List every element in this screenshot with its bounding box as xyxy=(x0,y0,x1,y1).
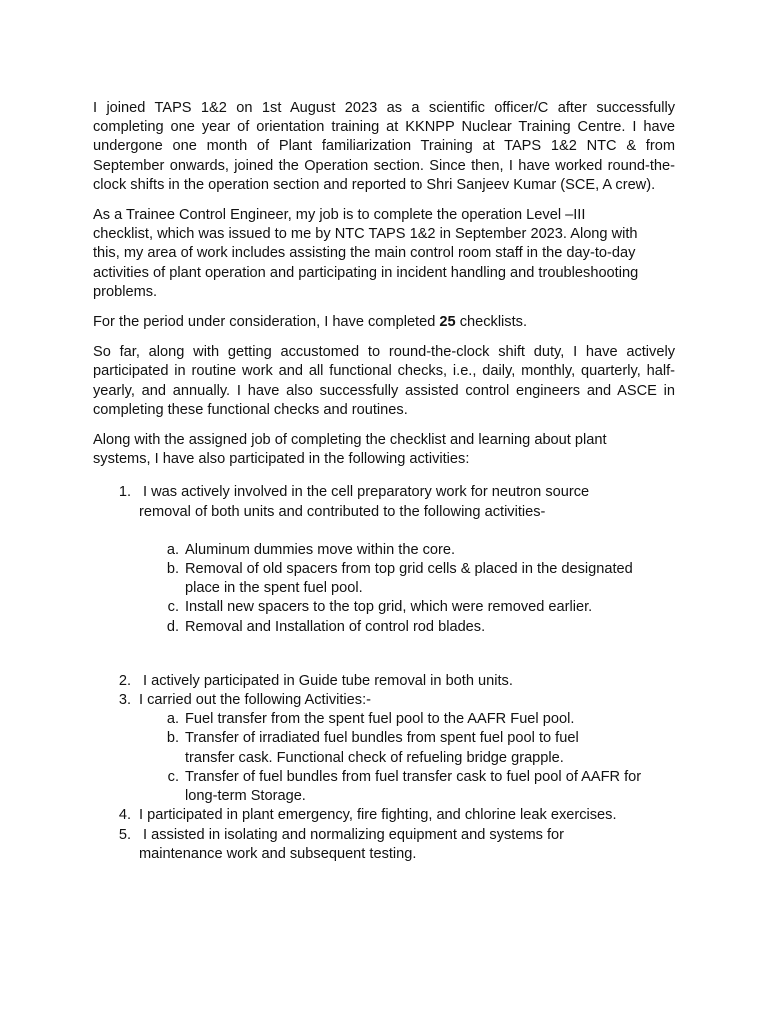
list-item-5 xyxy=(93,826,675,864)
sublist-letter: d. xyxy=(166,618,179,635)
list-number: 2. xyxy=(118,672,131,689)
role-line-4: activities of plant operation and participating in incident handling and troubleshooting xyxy=(93,264,639,281)
activities-intro-line-1: Along with the assigned job of completing the checklist and learning about plant xyxy=(93,432,607,449)
checklists-count: 25 xyxy=(439,314,456,331)
sublist-text: transfer cask. Functional check of refueling bridge grapple. xyxy=(185,749,564,766)
sublist-text: Transfer of irradiated fuel bundles from spent fuel pool to fuel xyxy=(185,730,579,747)
list-number: 5. xyxy=(118,826,131,843)
list-item-2 xyxy=(93,672,675,691)
paragraph-activities-intro xyxy=(93,431,675,469)
sublist-text: place in the spent fuel pool. xyxy=(185,580,363,597)
sublist-text: Install new spacers to the top grid, which were removed earlier. xyxy=(185,599,593,616)
sublist-letter: a. xyxy=(166,541,179,558)
sublist-text: Fuel transfer from the spent fuel pool to the AAFR Fuel pool. xyxy=(185,711,575,728)
paragraph-routine-work: So far, along with getting accustomed to round-the-clock shift duty, I have actively participated in routine work and all functional checks, i.e., daily, monthly, quarterly, half-yearly, and annually. I have also successfully assisted control engineers and ASCE in completing these functional checks and routines. xyxy=(93,344,675,418)
sublist-letter: b. xyxy=(166,561,179,578)
sublist-text: Removal and Installation of control rod blades. xyxy=(185,618,486,635)
role-line-2: checklist, which was issued to me by NTC TAPS 1&2 in September 2023. Along with xyxy=(93,226,638,243)
list-item-5-line-2: maintenance work and subsequent testing. xyxy=(139,845,417,862)
sublist-item-3 xyxy=(93,710,675,806)
sublist-item xyxy=(167,768,675,806)
list-number: 1. xyxy=(118,484,131,501)
role-line-1: As a Trainee Control Engineer, my job is to complete the operation Level –III xyxy=(93,207,586,224)
paragraph-role xyxy=(93,206,675,302)
list-item-1-line-1: I was actively involved in the cell preparatory work for neutron source xyxy=(143,484,590,501)
list-item-1-line-2: removal of both units and contributed to the following activities- xyxy=(139,503,546,520)
sublist-text: Transfer of fuel bundles from fuel transfer cask to fuel pool of AAFR for xyxy=(185,768,642,785)
sublist-item xyxy=(166,729,675,767)
list-number: 4. xyxy=(118,807,131,824)
sublist-item xyxy=(167,598,675,617)
list-item-3 xyxy=(93,691,675,710)
activities-intro-line-2: systems, I have also participated in the following activities: xyxy=(93,451,470,468)
sublist-letter: c. xyxy=(167,599,179,616)
checklists-text-after: checklists. xyxy=(455,314,528,331)
list-item-4-text: I participated in plant emergency, fire fighting, and chlorine leak exercises. xyxy=(139,807,617,824)
sublist-item xyxy=(166,710,675,729)
list-item-2-text: I actively participated in Guide tube removal in both units. xyxy=(143,672,513,689)
list-item-4 xyxy=(93,806,675,825)
sublist-letter: a. xyxy=(166,711,179,728)
sublist-text: long-term Storage. xyxy=(185,788,306,805)
list-number: 3. xyxy=(118,692,131,709)
paragraph-checklists xyxy=(93,313,675,332)
paragraph-intro: I joined TAPS 1&2 on 1st August 2023 as a scientific officer/C after successfully completing one year of orientation training at KKNPP Nuclear Training Centre. I have undergone one month of Plant familiarization Training at TAPS 1&2 NTC & from September onwards, joined the Operation section. Since then, I have worked round-the-clock shifts in the operation section and reported to Shri Sanjeev Kumar (SCE, A crew). xyxy=(93,100,675,193)
sublist-letter: c. xyxy=(167,768,179,785)
list-item-1 xyxy=(93,483,675,521)
sublist-item xyxy=(166,541,675,560)
sublist-item-1 xyxy=(93,541,675,637)
sublist-text: Aluminum dummies move within the core. xyxy=(185,541,456,558)
sublist-text: Removal of old spacers from top grid cells & placed in the designated xyxy=(185,561,633,578)
sublist-item xyxy=(166,618,675,637)
sublist-letter: b. xyxy=(166,730,179,747)
role-line-3: this, my area of work includes assisting the main control room staff in the day-to-day xyxy=(93,245,636,262)
checklists-text-before: For the period under consideration, I have completed xyxy=(93,314,440,331)
sublist-item xyxy=(166,560,675,598)
list-item-5-line-1: I assisted in isolating and normalizing equipment and systems for xyxy=(143,826,565,843)
role-line-5: problems. xyxy=(93,283,158,300)
list-item-3-text: I carried out the following Activities:- xyxy=(139,692,371,709)
